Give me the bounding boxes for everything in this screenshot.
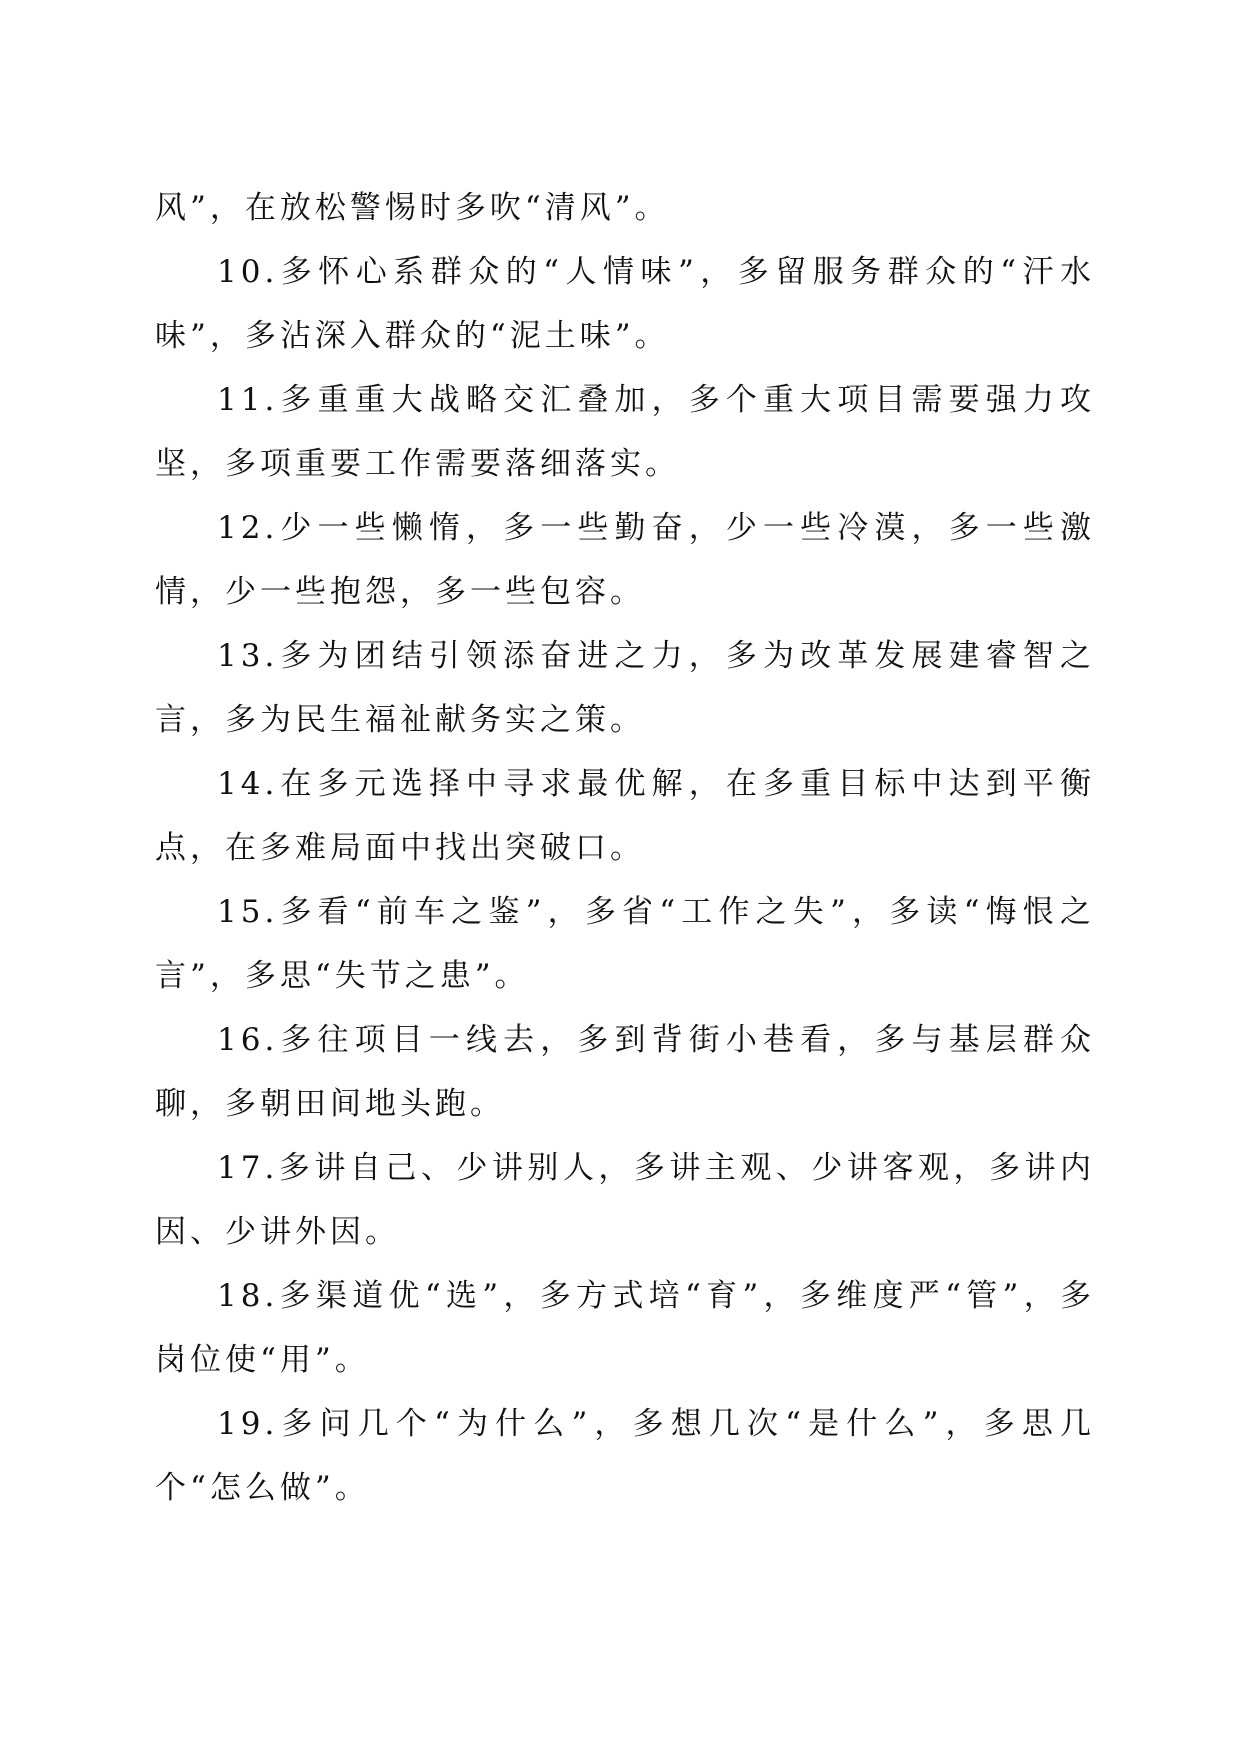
paragraph-item-14: 14.在多元选择中寻求最优解，在多重目标中达到平衡点，在多难局面中找出突破口。 xyxy=(155,766,1095,866)
paragraph-continuation: 风”，在放松警惕时多吹“清风”。 xyxy=(155,190,670,226)
paragraph-item-15: 15.多看“前车之鉴”，多省“工作之失”，多读“悔恨之言”，多思“失节之患”。 xyxy=(155,894,1095,994)
paragraph-item-16: 16.多往项目一线去，多到背街小巷看，多与基层群众聊，多朝田间地头跑。 xyxy=(155,1022,1095,1122)
paragraph-item-13: 13.多为团结引领添奋进之力，多为改革发展建睿智之言，多为民生福祉献务实之策。 xyxy=(155,638,1095,738)
paragraph-item-12: 12.少一些懒惰，多一些勤奋，少一些冷漠，多一些激情，少一些抱怨，多一些包容。 xyxy=(155,510,1095,610)
paragraph-item-18: 18.多渠道优“选”，多方式培“育”，多维度严“管”，多岗位使“用”。 xyxy=(155,1278,1095,1378)
paragraph-item-17: 17.多讲自己、少讲别人，多讲主观、少讲客观，多讲内因、少讲外因。 xyxy=(155,1150,1095,1250)
paragraph-item-19: 19.多问几个“为什么”，多想几次“是什么”，多思几个“怎么做”。 xyxy=(155,1406,1095,1506)
paragraph-item-11: 11.多重重大战略交汇叠加，多个重大项目需要强力攻坚，多项重要工作需要落细落实。 xyxy=(155,382,1095,482)
document-body xyxy=(155,176,1095,1520)
paragraph-item-10: 10.多怀心系群众的“人情味”，多留服务群众的“汗水味”，多沾深入群众的“泥土味”。 xyxy=(155,254,1095,354)
